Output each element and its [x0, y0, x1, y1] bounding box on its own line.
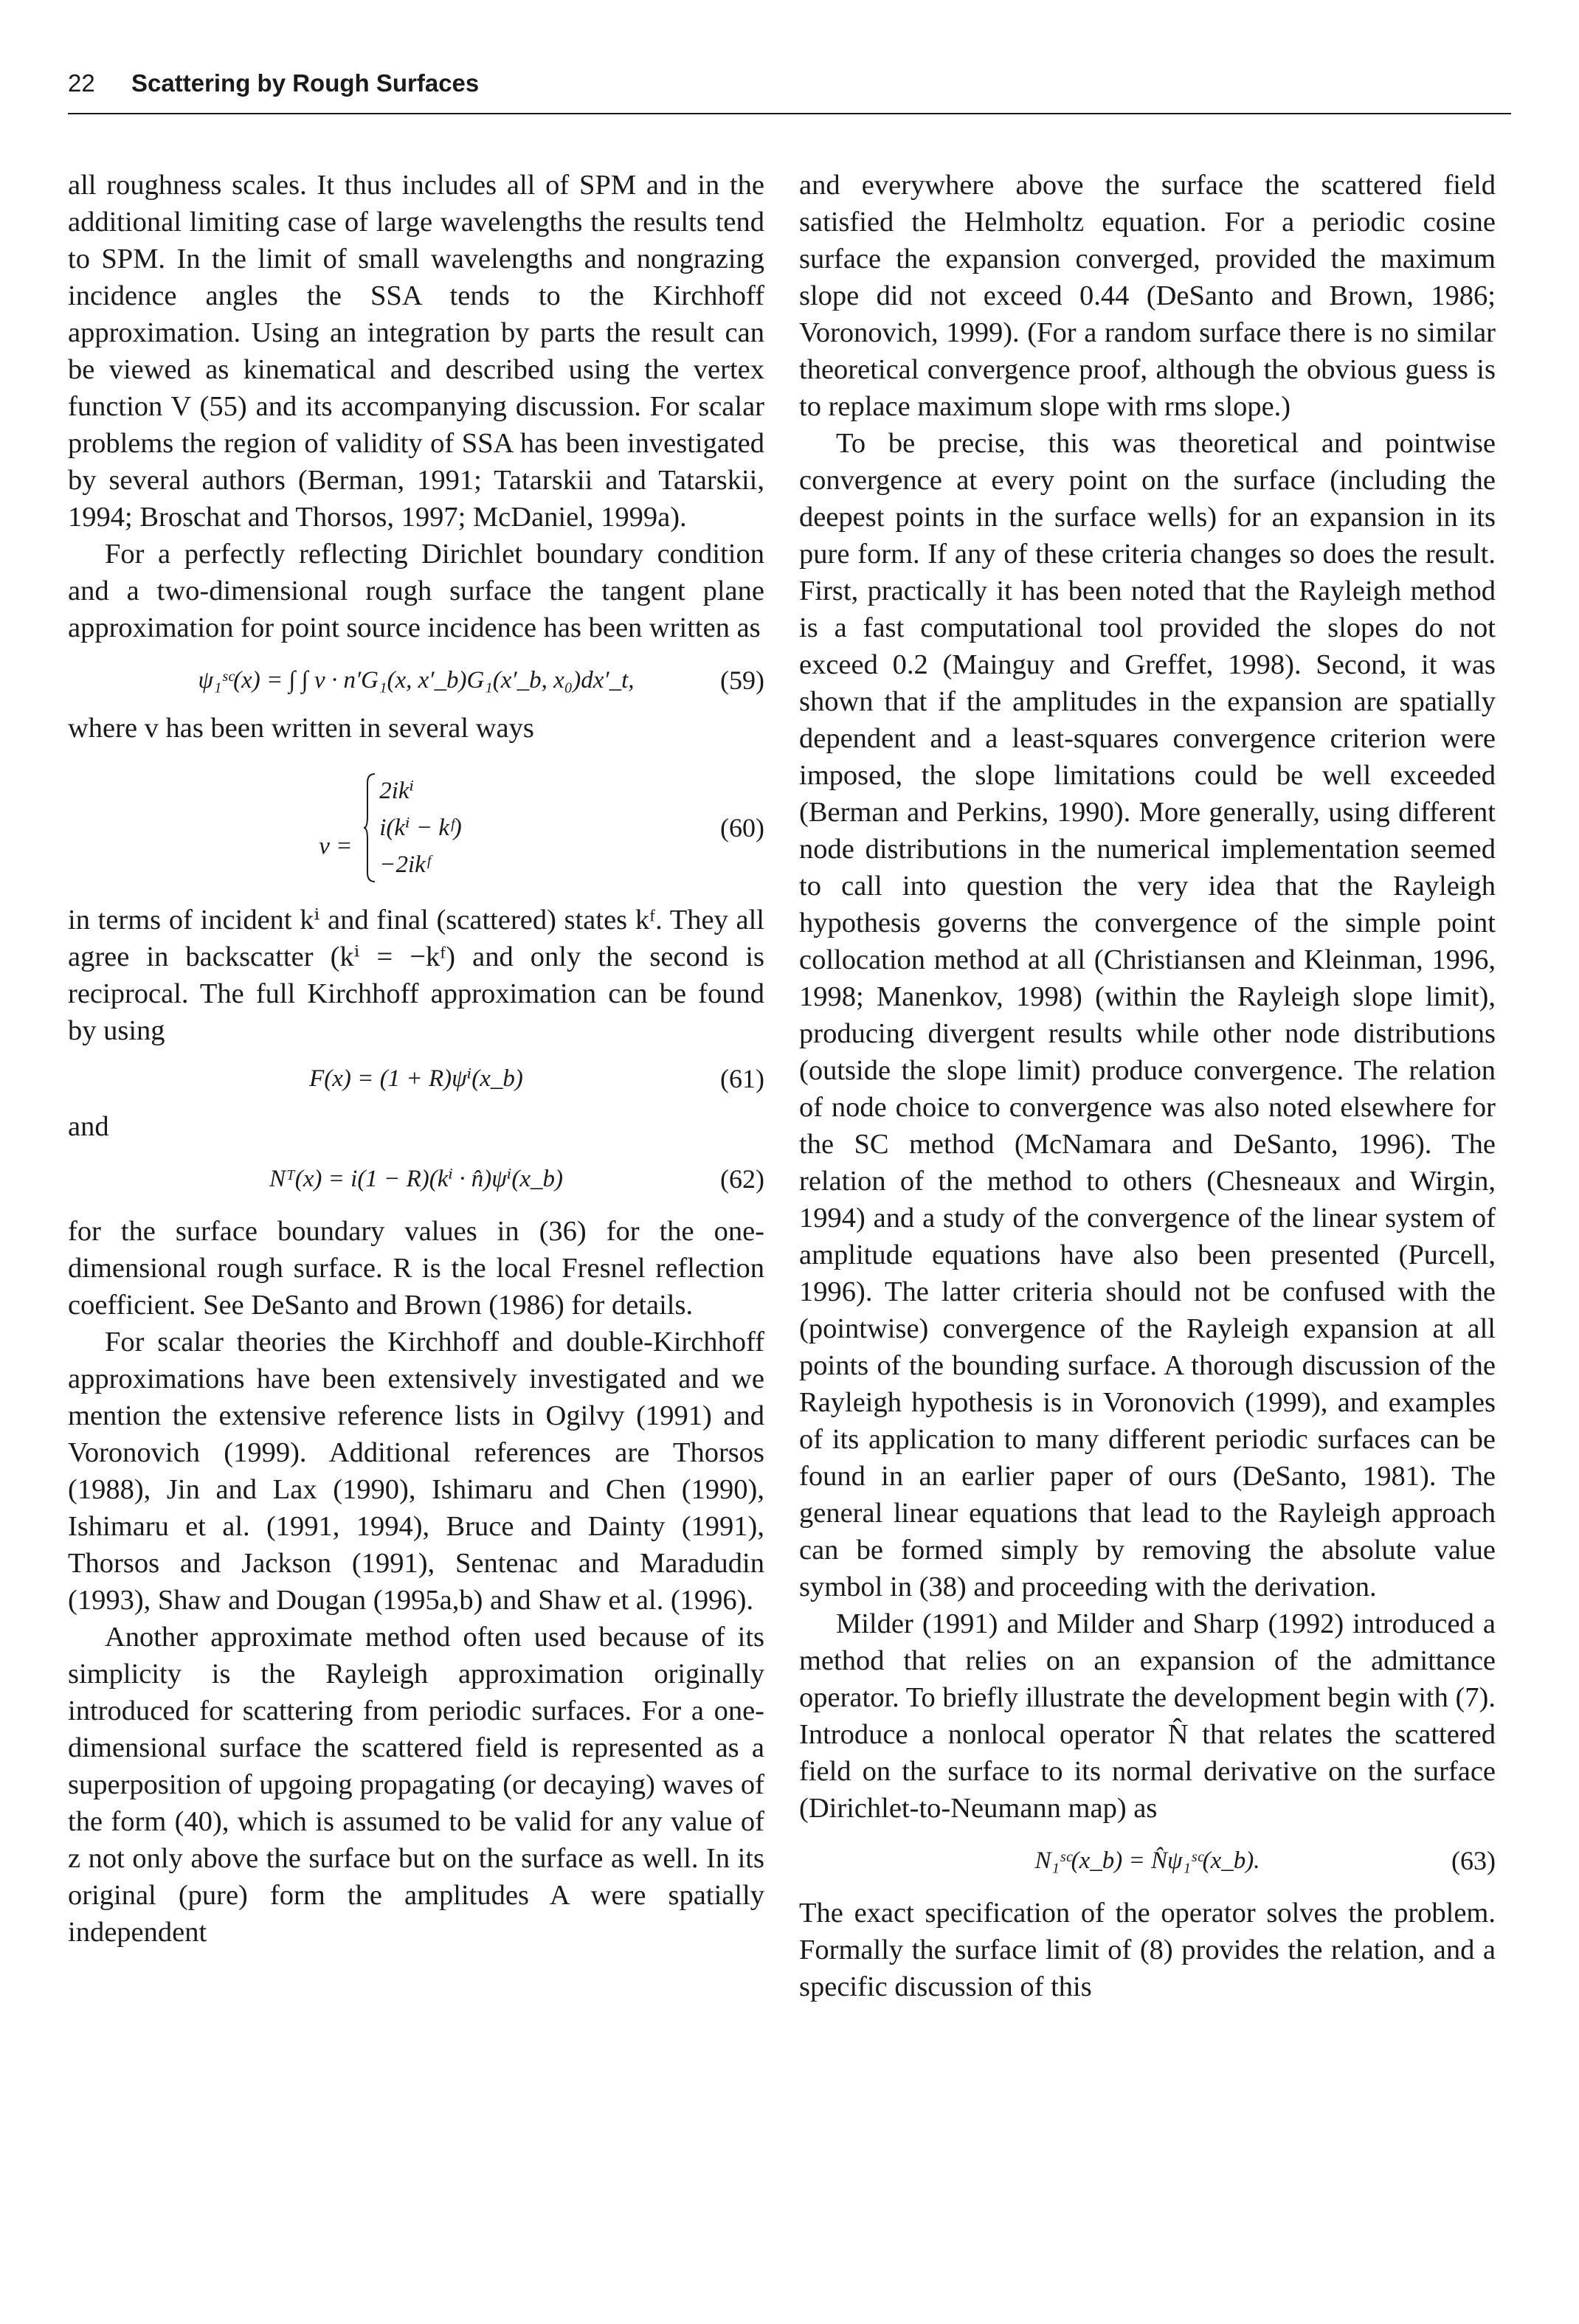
paragraph: For a perfectly reflecting Dirichlet boundary condition and a two-dimensional rough surface the tangent plane approximation for point source incidence has been written as	[68, 539, 764, 643]
paragraph: where v has been written in several ways	[68, 713, 534, 744]
equation-number: (59)	[720, 665, 764, 695]
equation-59-body: ψ₁ˢᶜ(x) = ∫ ∫ v · n′G₁(x, x′_b)G₁(x′_b, x₀)dx′_t,	[198, 667, 635, 694]
paragraph: in terms of incident kⁱ and final (scattered) states kᶠ. They all agree in backscatter (kⁱ = −kᶠ) and only the second is reciprocal. The full Kirchhoff approximation can be found by using	[68, 905, 764, 1046]
equation-62	[68, 1145, 764, 1213]
paragraph: Milder (1991) and Milder and Sharp (1992) introduced a method that relies on an expansion of the admittance operator. To briefly illustrate the development begin with (7). Introduce a nonlocal operator N̂ that relates the scattered field on the surface to its normal derivative on the surface (Dirichlet-to-Neumann map) as	[799, 1608, 1496, 1824]
paragraph: and everywhere above the surface the scattered field satisfied the Helmholtz equation. For a periodic cosine surface the expansion converged, provided the maximum slope did not exceed 0.44 (DeSanto and Brown, 1986; Voronovich, 1999). (For a random surface there is no similar theoretical convergence proof, although the obvious guess is to replace maximum slope with rms slope.)	[799, 170, 1496, 422]
right-column	[799, 167, 1496, 2005]
left-brace-icon	[363, 772, 376, 883]
header-rule	[68, 113, 1511, 114]
running-head	[68, 66, 1511, 111]
equation-63	[799, 1827, 1496, 1895]
case-line: −2ikᶠ	[379, 851, 430, 878]
case-line: 2ikⁱ	[379, 778, 415, 804]
equation-number: (63)	[1451, 1846, 1496, 1875]
piecewise-cases	[319, 772, 462, 883]
equation-61-body: F(x) = (1 + R)ψⁱ(x_b)	[309, 1065, 523, 1092]
paragraph: The exact specification of the operator solves the problem. Formally the surface limit of (8) provides the relation, and a specific discussion of this	[799, 1898, 1496, 2002]
equation-62-body: Nᵀ(x) = i(1 − R)(kⁱ · n̂)ψⁱ(x_b)	[269, 1166, 563, 1192]
chapter-title: Scattering by Rough Surfaces	[131, 69, 480, 97]
equation-number: (61)	[720, 1064, 764, 1093]
paragraph: To be precise, this was theoretical and pointwise convergence at every point on the surface (including the deepest points in the surface wells) for an expansion in its pure form. If any of these criteria changes so does the result. First, practically it has been noted that the Rayleigh method is a fast computational tool provided the slopes do not exceed 0.2 (Mainguy and Greffet, 1998). Second, it was shown that if the amplitudes in the expansion are spatially dependent and a least-squares convergence criterion were imposed, the slope limitations could be well exceeded (Berman and Perkins, 1990). More generally, using different node distributions in the numerical implementation seemed to call into question the very idea that the Rayleigh hypothesis governs the convergence of the simple point collocation method at all (Christiansen and Kleinman, 1996, 1998; Manenkov, 1998) (within the Rayleigh slope limit), producing divergent results while other node distributions (outside the slope limit) produce convergence. The relation of node choice to convergence was also noted elsewhere for the SC method (McNamara and DeSanto, 1996). The relation of the method to others (Chesneaux and Wirgin, 1994) and a study of the convergence of the linear system of amplitude equations have also been presented (Purcell, 1996). The latter criteria should not be confused with the (pointwise) convergence of the Rayleigh expansion at all points of the bounding surface. A thorough discussion of the Rayleigh hypothesis is in Voronovich (1999), and examples of its application to many different periodic surfaces can be found in an earlier paper of ours (DeSanto, 1981). The general linear equations that lead to the Rayleigh approach can be formed simply by removing the absolute value symbol in (38) and proceeding with the derivation.	[799, 428, 1496, 1602]
equation-60	[68, 754, 764, 902]
page-number: 22	[68, 69, 95, 97]
left-column	[68, 167, 764, 1951]
paragraph: Another approximate method often used because of its simplicity is the Rayleigh approximation originally introduced for scattering from periodic surfaces. For a one-dimensional surface the scattered field is represented as a superposition of upgoing propagating (or decaying) waves of the form (40), which is assumed to be valid for any value of z not only above the surface but on the surface as well. In its original (pure) form the amplitudes A were spatially independent	[68, 1622, 764, 1948]
paragraph: for the surface boundary values in (36) for the one-dimensional rough surface. R is the local Fresnel reflection coefficient. See DeSanto and Brown (1986) for details.	[68, 1216, 764, 1321]
equation-60-lhs: v =	[319, 833, 353, 860]
paragraph: For scalar theories the Kirchhoff and double-Kirchhoff approximations have been extensively investigated and we mention the extensive reference lists in Ogilvy (1991) and Voronovich (1999). Additional references are Thorsos (1988), Jin and Lax (1990), Ishimaru and Chen (1990), Ishimaru et al. (1991, 1994), Bruce and Dainty (1991), Thorsos and Jackson (1991), Sentenac and Maradudin (1993), Shaw and Dougan (1995a,b) and Shaw et al. (1996).	[68, 1327, 764, 1616]
case-line: i(kⁱ − kᶠ)	[379, 815, 462, 841]
equation-61	[68, 1049, 764, 1108]
paragraph: and	[68, 1111, 109, 1142]
equation-59	[68, 652, 764, 708]
equation-63-body: N₁ˢᶜ(x_b) = N̂ψ₁ˢᶜ(x_b).	[1034, 1847, 1260, 1874]
equation-number: (60)	[720, 813, 764, 843]
equation-number: (62)	[720, 1164, 764, 1194]
paragraph: all roughness scales. It thus includes all of SPM and in the additional limiting case of large wavelengths the results tend to SPM. In the limit of small wavelengths and nongrazing incidence angles the SSA tends to the Kirchhoff approximation. Using an integration by parts the result can be viewed as kinematical and described using the vertex function V (55) and its accompanying discussion. For scalar problems the region of validity of SSA has been investigated by several authors (Berman, 1991; Tatarskii and Tatarskii, 1994; Broschat and Thorsos, 1997; McDaniel, 1999a).	[68, 170, 764, 533]
